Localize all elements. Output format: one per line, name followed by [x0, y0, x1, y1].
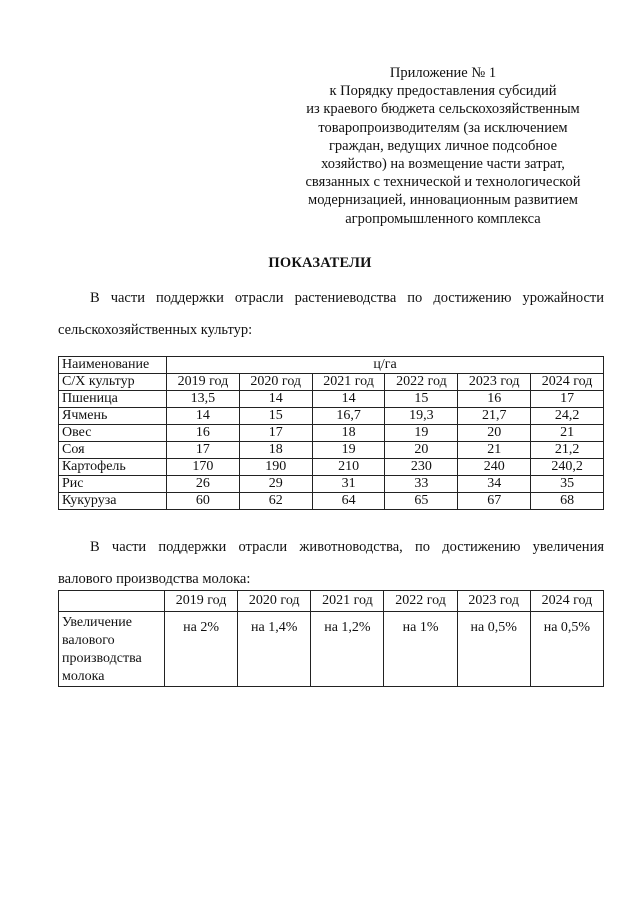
- crop-name: Кукуруза: [59, 493, 167, 510]
- table-row: [59, 391, 604, 408]
- year-header: 2022 год: [384, 591, 457, 612]
- table-row: [59, 459, 604, 476]
- yield-value: 16,7: [312, 408, 385, 425]
- yield-value: 14: [167, 408, 240, 425]
- yield-value: 33: [385, 476, 458, 493]
- year-header: 2022 год: [385, 374, 458, 391]
- crop-name: Ячмень: [59, 408, 167, 425]
- yield-value: 18: [312, 425, 385, 442]
- yield-value: 20: [385, 442, 458, 459]
- yield-value: 31: [312, 476, 385, 493]
- year-header: 2023 год: [458, 374, 531, 391]
- yield-value: 29: [239, 476, 312, 493]
- appendix-line: связанных с технической и технологической: [305, 174, 581, 191]
- growth-value: на 1,2%: [311, 612, 384, 687]
- document-title: ПОКАЗАТЕЛИ: [268, 255, 372, 271]
- yield-value: 35: [531, 476, 604, 493]
- year-header: 2020 год: [239, 374, 312, 391]
- yield-value: 17: [531, 391, 604, 408]
- yield-value: 68: [531, 493, 604, 510]
- growth-value: на 0,5%: [457, 612, 530, 687]
- appendix-line: хозяйство) на возмещение части затрат,: [321, 156, 565, 173]
- yield-value: 15: [385, 391, 458, 408]
- yield-value: 14: [312, 391, 385, 408]
- crop-name: Рис: [59, 476, 167, 493]
- growth-value: на 1,4%: [238, 612, 311, 687]
- crop-intro-line1: В части поддержки отрасли растениеводства по достижению урожайности: [90, 290, 604, 306]
- growth-value: на 1%: [384, 612, 457, 687]
- yield-value: 21: [531, 425, 604, 442]
- year-header: 2024 год: [531, 374, 604, 391]
- yield-value: 21,7: [458, 408, 531, 425]
- crop-name: Овес: [59, 425, 167, 442]
- yield-value: 19: [385, 425, 458, 442]
- milk-intro-paragraph: [58, 531, 604, 595]
- yield-value: 64: [312, 493, 385, 510]
- year-header: 2019 год: [167, 374, 240, 391]
- unit-header: ц/га: [167, 357, 604, 374]
- table-row: [59, 476, 604, 493]
- yield-value: 16: [167, 425, 240, 442]
- milk-intro-line2: валового производства молока:: [58, 571, 251, 587]
- yield-value: 190: [239, 459, 312, 476]
- crop-name: Картофель: [59, 459, 167, 476]
- yield-value: 60: [167, 493, 240, 510]
- yield-value: 20: [458, 425, 531, 442]
- crop-intro-line2: сельскохозяйственных культур:: [58, 322, 253, 338]
- milk-production-table: [58, 590, 604, 687]
- year-header: 2023 год: [457, 591, 530, 612]
- year-header: 2019 год: [165, 591, 238, 612]
- empty-header-cell: [59, 591, 165, 612]
- growth-value: на 2%: [165, 612, 238, 687]
- name-header-line1: Наименование: [59, 357, 167, 374]
- appendix-line: агропромышленного комплекса: [345, 210, 541, 227]
- yield-value: 62: [239, 493, 312, 510]
- appendix-line: к Порядку предоставления субсидий: [329, 83, 557, 100]
- table-row: [59, 408, 604, 425]
- yield-value: 15: [239, 408, 312, 425]
- crop-yield-table: [58, 356, 604, 510]
- yield-value: 240,2: [531, 459, 604, 476]
- year-header: 2024 год: [530, 591, 603, 612]
- appendix-line: Приложение № 1: [389, 65, 497, 81]
- crop-name: Пшеница: [59, 391, 167, 408]
- indicator-label-line: производства: [62, 651, 142, 666]
- indicator-label: [59, 612, 165, 687]
- crop-intro-paragraph: [58, 282, 604, 346]
- yield-value: 21,2: [531, 442, 604, 459]
- growth-value: на 0,5%: [530, 612, 603, 687]
- milk-intro-line1: В части поддержки отрасли животноводства, по достижению увеличения: [90, 539, 604, 555]
- crop-name: Соя: [59, 442, 167, 459]
- indicator-label-line: Увеличение: [62, 615, 133, 630]
- yield-value: 24,2: [531, 408, 604, 425]
- yield-value: 210: [312, 459, 385, 476]
- yield-value: 26: [167, 476, 240, 493]
- name-header-line2: С/Х культур: [59, 374, 167, 391]
- yield-value: 16: [458, 391, 531, 408]
- yield-value: 18: [239, 442, 312, 459]
- table-row: [59, 612, 604, 687]
- appendix-line: модернизацией, инновационным развитием: [308, 192, 578, 209]
- appendix-header: [268, 64, 618, 228]
- year-header: 2021 год: [312, 374, 385, 391]
- indicator-label-line: молока: [62, 669, 105, 684]
- yield-value: 240: [458, 459, 531, 476]
- yield-value: 17: [239, 425, 312, 442]
- yield-value: 19,3: [385, 408, 458, 425]
- yield-value: 21: [458, 442, 531, 459]
- yield-value: 230: [385, 459, 458, 476]
- yield-value: 14: [239, 391, 312, 408]
- table-row: [59, 425, 604, 442]
- table-row: [59, 442, 604, 459]
- appendix-line: из краевого бюджета сельскохозяйственным: [306, 101, 580, 118]
- indicator-label-line: валового: [62, 633, 115, 648]
- appendix-line: товаропроизводителям (за исключением: [318, 119, 568, 136]
- yield-value: 65: [385, 493, 458, 510]
- year-header: 2020 год: [238, 591, 311, 612]
- yield-value: 13,5: [167, 391, 240, 408]
- yield-value: 17: [167, 442, 240, 459]
- year-header: 2021 год: [311, 591, 384, 612]
- yield-value: 34: [458, 476, 531, 493]
- yield-value: 19: [312, 442, 385, 459]
- yield-value: 67: [458, 493, 531, 510]
- yield-value: 170: [167, 459, 240, 476]
- table-row: [59, 493, 604, 510]
- appendix-line: граждан, ведущих личное подсобное: [328, 137, 558, 154]
